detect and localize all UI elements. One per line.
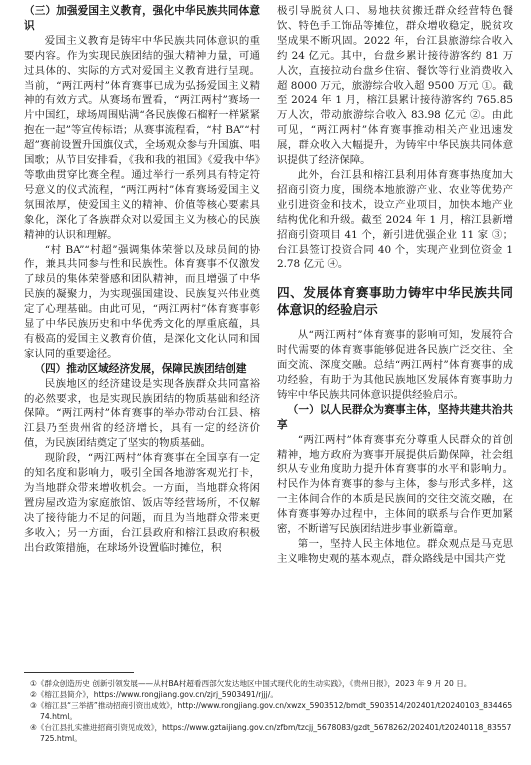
right-column [277,4,513,567]
paragraph: “村 BA”“村超”强调集体荣誉以及球员间的协作，兼具共同参与性和民族性。体育赛事不仅激发了球员的集体荣誉感和团队精神，而且增强了中华民族的凝聚力，为实现强国建设、民族复兴伟业奠定了心理基础。由此可见，“两江两村”体育赛事彰显了中华民族历史和中华优秀文化的厚重底蕴，具有极高的爱国主义教育价值，是深化文化认同和国家认同的重要途径。 [24,243,260,360]
chapter-heading-experience: 四、发展体育赛事助力铸牢中华民族共同体意识的经验启示 [277,285,513,318]
section-heading-economic-development: （四）推动区域经济发展，保障民族团结创建 [34,362,247,375]
footnote-2: ②《榕江县简介》，https://www.rongjiang.gov.cn/zjrj_5903491/rjjj/。 [30,690,278,699]
footnote-4: ④《台江县扎实推进招商引资见成效》，https://www.gztaijiang.gov.cn/zfbm/tzcjj_5678083/gzdt_5678262/202401/t20240118_83557725.html。 [30,723,512,743]
paragraph: 从“两江两村”体育赛事的影响可知，发展符合时代需要的体育赛事能够促进各民族广泛交往、全面交流、深度交融。总结“两江两村”体育赛事的成功经验，有助于为其他民族地区发展体育赛事助力铸牢中华民族共同体意识提供经验启示。 [277,329,513,401]
section-heading-people-centered: （一）以人民群众为赛事主体，坚持共建共治共享 [277,403,513,431]
paragraph: 此外，台江县和榕江县利用体育赛事热度加大招商引资力度，围绕本地旅游产业、农业等优势产业引进资金和技术，设立产业项目，加快本地产业结构优化和升级。截至 2024 年 1 月，榕江县新增招商引资项目 41 个，新引进优强企业 11 家 ③；台江县签订投资合同 40 个，实现产业到位资金 12.78 亿元 ④。 [277,168,513,271]
footnotes [24,678,513,744]
paragraph: “两江两村”体育赛事充分尊重人民群众的首创精神，地方政府为赛事开展提供后勤保障，社会组织从专业角度助力提升体育赛事的水平和影响力。村民作为体育赛事的参与主体，参与形式多样，这一主体间合作的本质是民族间的交往交流交融，在体育赛事筹办过程中，主体间的联系与合作更加紧密，不断谱写民族团结进步事业新篇章。 [277,433,513,536]
footnote-1: ①《群众创造历史 创新引领发展——从村BA村超看西部欠发达地区中国式现代化的生动实践》，《贵州日报》，2023 年 9 月 20 日。 [30,679,472,688]
section-heading-patriotic-education: （三）加强爱国主义教育，强化中华民族共同体意识 [24,5,260,32]
paragraph: 爱国主义教育是铸牢中华民族共同体意识的重要内容。作为实现民族团结的强大精神力量，可通过具体的、实际的方式对爱国主义教育进行呈现。当前，“两江两村”体育赛事已成为弘扬爱国主义精神的有效方式。从赛场布置看，“两江两村”赛场一片中国红，球场周围贴满“各民族像石榴籽一样紧紧抱在一起”等宣传标语；从赛事流程看，“村 BA”“村超”赛前设置升国旗仪式，全场观众参与升国旗、唱国歌；从节目安排看，《我和我的祖国》《爱我中华》等歌曲贯穿比赛全程。通过举行一系列具有特定符号意义的仪式流程，“两江两村”体育赛场爱国主义氛围浓厚，使爱国主义的精神、价值等核心要素具象化，深化了各族群众对以爱国主义为核心的民族精神的认识和理解。 [24,34,260,241]
footnote-3: ③《榕江县“三举措”推动招商引资出成效》，http://www.rongjiang.gov.cn/xwzx_5903512/bmdt_5903514/202401/t20240103_83446574.html。 [30,701,513,721]
left-column [24,4,260,556]
footnote-divider [24,672,134,673]
paragraph: 极引导脱贫人口、易地扶贫搬迁群众经营特色餐饮、特色手工饰品等摊位，群众增收稳定，脱贫攻坚成果不断巩固。2022 年，台江县旅游综合收入约 24 亿元。其中，台盘乡累计接待游客约 81 万人次，直接拉动台盘乡住宿、餐饮等行业消费收入超 8000 万元，旅游综合收入超 9500 万元 ①。截至 2024 年 1 月，榕江县累计接待游客约 765.85 万人次，带动旅游综合收入 83.98 亿元 ②。由此可见，“两江两村”体育赛事推动相关产业迅速发展，群众收入大幅提升，为铸牢中华民族共同体意识提供了经济保障。 [277,5,513,167]
paragraph: 民族地区的经济建设是实现各族群众共同富裕的必然要求，也是实现民族团结的物质基础和经济保障。“两江两村”体育赛事的举办带动台江县、榕江县乃至贵州省的经济增长，具有一定的经济价值，为民族团结奠定了坚实的物质基础。 [24,377,260,450]
paragraph: 第一，坚持人民主体地位。群众观点是马克思主义唯物史观的基本观点，群众路线是中国共产党 [277,538,513,565]
paragraph: 现阶段，“两江两村”体育赛事在全国享有一定的知名度和影响力，吸引全国各地游客观光打卡，为当地群众带来增收机会。一方面，当地群众将闲置房屋改造为家庭旅馆、饭店等经营场所，不仅解决了接待能力不足的问题，而且为当地群众带来更多收入；另一方面，台江县政府和榕江县政府积极出台政策措施，在球场外设置临时摊位，积 [24,452,260,554]
